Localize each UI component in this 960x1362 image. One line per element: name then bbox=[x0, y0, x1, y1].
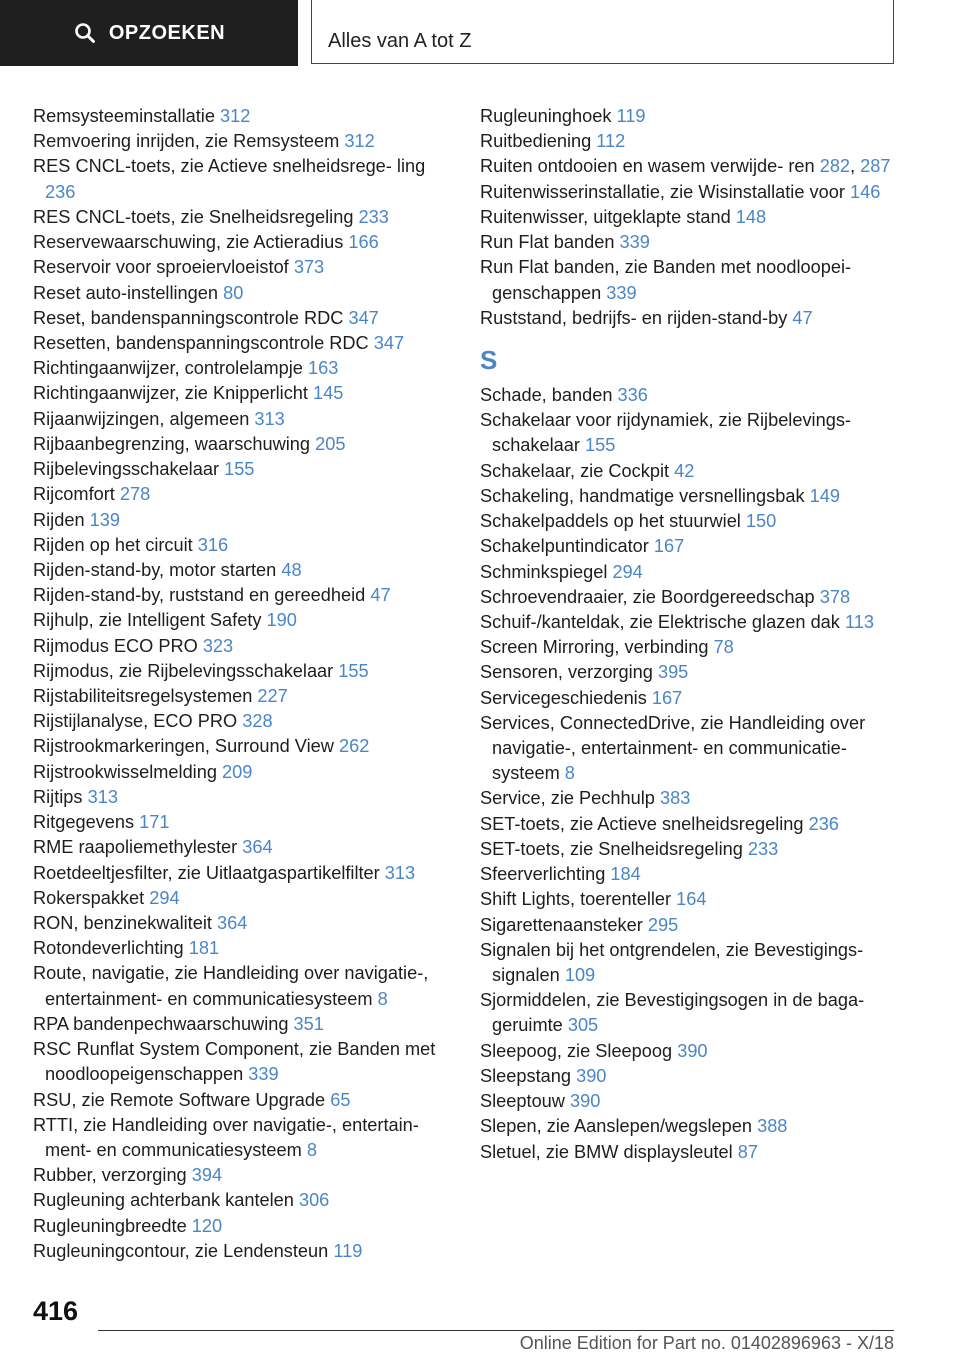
index-entry bbox=[33, 1113, 458, 1163]
index-entry-text: Schakelpaddels op het stuurwiel bbox=[480, 511, 741, 532]
index-entry bbox=[33, 734, 458, 759]
index-entry-text: Rijstrookmarkeringen, Surround View bbox=[33, 736, 334, 757]
index-entry bbox=[33, 154, 458, 204]
index-entry-text: Rijaanwijzingen, algemeen bbox=[33, 408, 250, 429]
page-reference-link[interactable]: 262 bbox=[338, 736, 370, 757]
page-reference-link[interactable]: 328 bbox=[242, 711, 273, 732]
page-number: 416 bbox=[33, 1296, 79, 1326]
index-entry bbox=[33, 684, 458, 709]
index-entry bbox=[480, 837, 900, 862]
page-reference-link[interactable]: 236 bbox=[45, 181, 76, 202]
index-entry-text: RTTI, zie Handleiding over navigatie-, entertain‐ ment- en communicatiesysteem bbox=[33, 1114, 419, 1160]
index-entry bbox=[33, 911, 458, 936]
page-reference-link[interactable]: 351 bbox=[293, 1013, 324, 1034]
index-entry-text: Rijden bbox=[33, 509, 85, 530]
index-entry-text: Ruitbediening bbox=[480, 131, 592, 152]
index-entry-text: Route, navigatie, zie Handleiding over navigatie-, entertainment- en communicatiesysteem bbox=[33, 963, 429, 1009]
index-entry-text: Rijmodus ECO PRO bbox=[33, 635, 198, 656]
index-entry-text: Ruitenwisserinstallatie, zie Wisinstallatie voor bbox=[480, 181, 845, 202]
page-reference-link[interactable]: 305 bbox=[567, 1015, 599, 1036]
index-entry bbox=[33, 205, 458, 230]
page-reference-link[interactable]: 388 bbox=[757, 1116, 788, 1137]
page-reference-link[interactable]: 282 bbox=[819, 156, 851, 177]
index-entry bbox=[33, 835, 458, 860]
page-reference-link[interactable]: 164 bbox=[676, 889, 707, 910]
page-reference-link[interactable]: 383 bbox=[659, 788, 691, 809]
index-entry-text: Rijstijlanalyse, ECO PRO bbox=[33, 711, 238, 732]
page-reference-link[interactable]: 364 bbox=[242, 837, 273, 858]
index-entry bbox=[480, 887, 900, 912]
index-entry bbox=[33, 1163, 458, 1188]
index-entry bbox=[33, 1012, 458, 1037]
index-entry bbox=[33, 331, 458, 356]
footer-edition-text: Online Edition for Part no. 01402896963 - X/18 bbox=[519, 1333, 894, 1353]
index-entry bbox=[480, 711, 900, 787]
index-entry-text: Reservewaarschuwing, zie Actieradius bbox=[33, 232, 344, 253]
page-reference-link[interactable]: 166 bbox=[348, 232, 379, 253]
page-reference-link[interactable]: 155 bbox=[338, 660, 369, 681]
index-entry-text: Rijden-stand-by, motor starten bbox=[33, 559, 277, 580]
index-entry bbox=[33, 1088, 458, 1113]
page-reference-link[interactable]: 287 bbox=[860, 156, 891, 177]
page-reference-link[interactable]: 171 bbox=[139, 812, 170, 833]
page-reference-link[interactable]: 87 bbox=[737, 1141, 759, 1162]
index-entry-text: Rokerspakket bbox=[33, 887, 145, 908]
index-entry bbox=[33, 281, 458, 306]
index-entry bbox=[480, 786, 900, 811]
page-reference-link[interactable]: 120 bbox=[191, 1215, 223, 1236]
page-reference-link[interactable]: 109 bbox=[564, 965, 596, 985]
page-reference-link[interactable]: 150 bbox=[745, 511, 777, 532]
index-entry-text: Rugleuningbreedte bbox=[33, 1215, 187, 1236]
page-reference-link[interactable]: 167 bbox=[653, 536, 685, 557]
page-reference-link[interactable]: 112 bbox=[596, 131, 626, 152]
index-entry-text: Sigarettenaansteker bbox=[480, 914, 643, 935]
index-entry-text: SET-toets, zie Actieve snelheidsregeling bbox=[480, 813, 804, 834]
top-navigation-bar bbox=[0, 0, 960, 66]
page-reference-link[interactable]: 155 bbox=[585, 435, 616, 456]
index-entry bbox=[480, 104, 900, 129]
index-entry bbox=[33, 381, 458, 406]
index-entry-text: Ritgegevens bbox=[33, 812, 135, 833]
index-entry-text: Remvoering inrijden, zie Remsysteem bbox=[33, 131, 340, 152]
index-entry bbox=[33, 583, 458, 608]
index-entry-text: RSC Runflat System Component, zie Banden met noodloopeigenschappen bbox=[33, 1039, 436, 1085]
page-reference-link[interactable]: 312 bbox=[220, 106, 251, 126]
index-entry bbox=[33, 407, 458, 432]
index-tab-label: Alles van A tot Z bbox=[328, 30, 472, 52]
index-entry-text: Run Flat banden, zie Banden met noodloopei‐ genschappen bbox=[480, 257, 852, 303]
page-reference-link[interactable]: 236 bbox=[808, 813, 839, 834]
page-reference-link[interactable]: 8 bbox=[564, 763, 575, 784]
index-entry bbox=[33, 709, 458, 734]
page-reference-link[interactable]: 139 bbox=[89, 509, 120, 530]
index-entry bbox=[33, 659, 458, 684]
page-reference-link[interactable]: 205 bbox=[315, 433, 346, 454]
page-reference-link[interactable]: 339 bbox=[606, 282, 637, 303]
index-entry bbox=[480, 205, 900, 230]
page-reference-link[interactable]: 113 bbox=[844, 611, 874, 632]
index-entry-text: Remsysteeminstallatie bbox=[33, 106, 215, 126]
index-entry bbox=[33, 508, 458, 533]
page-reference-link[interactable]: 155 bbox=[224, 459, 255, 480]
index-entry-text: Shift Lights, toerenteller bbox=[480, 889, 672, 910]
index-entry bbox=[33, 457, 458, 482]
page-reference-link[interactable]: 163 bbox=[307, 358, 339, 379]
search-tab-button[interactable] bbox=[0, 0, 298, 66]
index-entry-text: Resetten, bandenspanningscontrole RDC bbox=[33, 332, 369, 353]
index-entry-text: Rubber, verzorging bbox=[33, 1165, 187, 1186]
index-entry-text: SET-toets, zie Snelheidsregeling bbox=[480, 838, 743, 859]
page-reference-link[interactable]: 42 bbox=[674, 460, 695, 481]
index-entry-text: Sleepstang bbox=[480, 1065, 572, 1086]
page-reference-link[interactable]: 394 bbox=[191, 1165, 223, 1186]
index-entry-text: Rugleuning achterbank kantelen bbox=[33, 1190, 294, 1211]
page-reference-link[interactable]: 395 bbox=[657, 662, 689, 683]
page-reference-link[interactable]: 336 bbox=[617, 384, 648, 405]
index-entry bbox=[33, 1239, 458, 1264]
index-entry-text: Schade, banden bbox=[480, 384, 613, 405]
page-reference-link[interactable]: 233 bbox=[358, 206, 389, 227]
index-entry-text: Schakelaar, zie Cockpit bbox=[480, 460, 670, 481]
index-entry-text: Sjormiddelen, zie Bevestigingsogen in de baga‐ geruimte bbox=[480, 990, 865, 1036]
page-reference-link[interactable]: 148 bbox=[735, 206, 767, 227]
page-reference-link[interactable]: 184 bbox=[610, 864, 641, 885]
index-entry bbox=[480, 585, 900, 610]
index-entry bbox=[33, 558, 458, 583]
page-reference-link[interactable]: 378 bbox=[819, 586, 851, 607]
index-entry bbox=[480, 610, 900, 635]
index-entry bbox=[33, 634, 458, 659]
page-reference-link[interactable]: 278 bbox=[119, 484, 151, 505]
index-tab-button[interactable] bbox=[311, 0, 894, 64]
index-entry-text: Rijstabiliteitsregelsystemen bbox=[33, 686, 253, 707]
page-reference-link[interactable]: 390 bbox=[570, 1091, 601, 1112]
index-entry-text: Sfeerverlichting bbox=[480, 864, 606, 885]
index-entry: Ruiten ontdooien en wasem verwijde‐ ren 282, 287 bbox=[480, 156, 891, 177]
index-entry-text: Servicegeschiedenis bbox=[480, 687, 647, 708]
index-entry-text: Schakeling, handmatige versnellingsbak bbox=[480, 485, 805, 506]
page-reference-link[interactable]: 181 bbox=[188, 938, 220, 959]
footer-divider bbox=[98, 1330, 894, 1331]
index-entry bbox=[480, 1140, 900, 1165]
page-reference-link[interactable]: 313 bbox=[87, 786, 118, 807]
index-entry-text: Sletuel, zie BMW displaysleutel bbox=[480, 1141, 733, 1162]
index-entry bbox=[480, 1114, 900, 1139]
page-reference-link[interactable]: 47 bbox=[370, 585, 391, 606]
index-entry-text: Rijhulp, zie Intelligent Safety bbox=[33, 610, 262, 631]
index-entry-text: Schuif-/kanteldak, zie Elektrische glazen dak bbox=[480, 611, 840, 632]
index-entry bbox=[480, 913, 900, 938]
index-entry-text: Rijden-stand-by, ruststand en gereedheid bbox=[33, 585, 366, 606]
index-entry-text: Rijtips bbox=[33, 786, 83, 807]
page-reference-link[interactable]: 312 bbox=[344, 131, 375, 152]
index-entry bbox=[480, 129, 900, 154]
index-entry-text: Schminkspiegel bbox=[480, 561, 608, 582]
index-entry bbox=[480, 180, 900, 205]
page-reference-link[interactable]: 119 bbox=[616, 106, 646, 126]
page-reference-link[interactable]: 313 bbox=[254, 408, 285, 429]
index-entry bbox=[33, 533, 458, 558]
index-entry bbox=[480, 1064, 900, 1089]
index-entry bbox=[480, 509, 900, 534]
index-entry bbox=[480, 686, 900, 711]
index-entry bbox=[33, 861, 458, 886]
index-entry bbox=[33, 1188, 458, 1213]
index-entry-text: Services, ConnectedDrive, zie Handleiding over navigatie-, entertainment- en communicatie‐ systeem bbox=[480, 712, 866, 784]
index-entry-text: Richtingaanwijzer, zie Knipperlicht bbox=[33, 383, 308, 404]
page-reference-link[interactable]: 8 bbox=[377, 988, 388, 1009]
page-reference-link[interactable]: 313 bbox=[384, 862, 416, 883]
index-entry bbox=[33, 129, 458, 154]
index-entry bbox=[480, 862, 900, 887]
index-entry-text: Schakelpuntindicator bbox=[480, 536, 649, 557]
page-reference-link[interactable]: 209 bbox=[222, 761, 253, 782]
section-letter-heading: S bbox=[480, 344, 498, 375]
page-reference-link[interactable]: 306 bbox=[298, 1190, 330, 1211]
index-entry bbox=[33, 432, 458, 457]
index-entry-text: Schakelaar voor rijdynamiek, zie Rijbelevings‐ schakelaar bbox=[480, 410, 851, 456]
index-entry bbox=[480, 408, 900, 458]
page-reference-link[interactable]: 47 bbox=[792, 307, 813, 328]
page-reference-link[interactable]: 347 bbox=[373, 332, 405, 353]
index-entry-text: Reset, bandenspanningscontrole RDC bbox=[33, 307, 344, 328]
page-reference-link[interactable]: 390 bbox=[576, 1065, 607, 1086]
page-reference-link[interactable]: 390 bbox=[677, 1040, 708, 1061]
page-reference-link[interactable]: 323 bbox=[202, 635, 234, 656]
page-reference-link[interactable]: 190 bbox=[266, 610, 297, 631]
page-reference-link[interactable]: 316 bbox=[197, 534, 229, 555]
index-entry-text: RES CNCL-toets, zie Actieve snelheidsrege‐ ling bbox=[33, 156, 426, 177]
index-entry bbox=[480, 383, 900, 408]
index-entry-text: Run Flat banden bbox=[480, 232, 615, 253]
index-entry bbox=[33, 608, 458, 633]
index-entry-text: RPA bandenpechwaarschuwing bbox=[33, 1013, 289, 1034]
index-entry-text: Slepen, zie Aanslepen/wegslepen bbox=[480, 1116, 753, 1137]
index-entry-text: Rijcomfort bbox=[33, 484, 115, 505]
page-reference-link[interactable]: 78 bbox=[713, 637, 734, 658]
index-entry bbox=[33, 886, 458, 911]
index-entry bbox=[480, 1089, 900, 1114]
index-entry bbox=[480, 1039, 900, 1064]
index-entry-text: Signalen bij het ontgrendelen, zie Bevestigings‐ signalen bbox=[480, 939, 864, 985]
index-entry bbox=[33, 1037, 458, 1087]
index-entry bbox=[33, 1214, 458, 1239]
index-entry-text: Sleeptouw bbox=[480, 1091, 565, 1112]
index-entry bbox=[33, 936, 458, 961]
index-entry-text: Schroevendraaier, zie Boordgereedschap bbox=[480, 586, 815, 607]
index-entry bbox=[480, 812, 900, 837]
index-entry-text: Ruitenwisser, uitgeklapte stand bbox=[480, 206, 731, 227]
index-entry bbox=[33, 785, 458, 810]
index-entry-text: Rijmodus, zie Rijbelevingsschakelaar bbox=[33, 660, 334, 681]
index-entry-text: Rugleuninghoek bbox=[480, 106, 612, 126]
page-reference-link[interactable]: 167 bbox=[651, 687, 683, 708]
page-reference-link[interactable]: 65 bbox=[330, 1089, 351, 1110]
index-entry-text: Service, zie Pechhulp bbox=[480, 788, 655, 809]
index-entry bbox=[480, 560, 900, 585]
page-reference-link[interactable]: 364 bbox=[216, 913, 248, 933]
index-entry bbox=[480, 484, 900, 509]
index-entry-text: RON, benzinekwaliteit bbox=[33, 913, 212, 933]
index-entry bbox=[480, 255, 900, 305]
index-entry bbox=[480, 230, 900, 255]
page-reference-link[interactable]: 48 bbox=[281, 559, 302, 580]
index-entry bbox=[480, 938, 900, 988]
index-entry-text: Rijstrookwisselmelding bbox=[33, 761, 217, 782]
page-reference-link[interactable]: 339 bbox=[619, 232, 650, 253]
index-entry bbox=[33, 104, 458, 129]
page-reference-link[interactable]: 294 bbox=[149, 887, 180, 908]
index-entry bbox=[33, 961, 458, 1011]
index-entry bbox=[33, 306, 458, 331]
index-entry bbox=[480, 534, 900, 559]
index-entry-text: Ruststand, bedrijfs- en rijden-stand-by bbox=[480, 307, 788, 328]
page-reference-link[interactable]: 339 bbox=[248, 1064, 279, 1085]
index-entry-text: RME raapoliemethylester bbox=[33, 837, 238, 858]
index-entry-text: Sensoren, verzorging bbox=[480, 662, 653, 683]
page-reference-link[interactable]: 145 bbox=[313, 383, 344, 404]
index-entry bbox=[33, 760, 458, 785]
index-entry-text: Sleepoog, zie Sleepoog bbox=[480, 1040, 673, 1061]
index-entry-text: Roetdeeltjesfilter, zie Uitlaatgaspartikelfilter bbox=[33, 862, 380, 883]
page-reference-link[interactable]: 227 bbox=[257, 686, 288, 707]
page-reference-link[interactable]: 294 bbox=[612, 561, 643, 582]
index-entry-text: Rijbelevingsschakelaar bbox=[33, 459, 220, 480]
page-reference-link[interactable]: 295 bbox=[647, 914, 679, 935]
page-reference-link[interactable]: 233 bbox=[747, 838, 779, 859]
index-entry-text: Reset auto-instellingen bbox=[33, 282, 219, 303]
index-entry bbox=[33, 255, 458, 280]
index-entry bbox=[480, 459, 900, 484]
index-entry-text: RSU, zie Remote Software Upgrade bbox=[33, 1089, 326, 1110]
index-entry bbox=[33, 230, 458, 255]
page-reference-link[interactable]: 8 bbox=[306, 1139, 317, 1160]
page-reference-link[interactable]: 149 bbox=[809, 485, 840, 506]
index-entry-text: Reservoir voor sproeiervloeistof bbox=[33, 257, 289, 278]
index-entry bbox=[480, 635, 900, 660]
index-column-right bbox=[480, 104, 900, 1165]
index-entry-text: RES CNCL-toets, zie Snelheidsregeling bbox=[33, 206, 354, 227]
index-entry bbox=[480, 988, 900, 1038]
index-entry-text: Rijden op het circuit bbox=[33, 534, 193, 555]
index-entry-text: Rotondeverlichting bbox=[33, 938, 184, 959]
index-entry bbox=[480, 660, 900, 685]
search-tab-label: OPZOEKEN bbox=[108, 21, 226, 44]
index-entry-text: Rugleuningcontour, zie Lendensteun bbox=[33, 1240, 329, 1261]
index-entry-text: Screen Mirroring, verbinding bbox=[480, 637, 709, 658]
index-entry bbox=[33, 482, 458, 507]
index-entry-text: Rijbaanbegrenzing, waarschuwing bbox=[33, 433, 311, 454]
index-entry bbox=[33, 810, 458, 835]
page-reference-link[interactable]: 80 bbox=[223, 282, 244, 303]
page-reference-link[interactable]: 347 bbox=[348, 307, 379, 328]
page-reference-link[interactable]: 146 bbox=[849, 181, 881, 202]
index-entry bbox=[33, 356, 458, 381]
index-entry-text: Ruiten ontdooien en wasem verwijde‐ ren bbox=[480, 156, 815, 177]
index-entry-text: Richtingaanwijzer, controlelampje bbox=[33, 358, 303, 379]
index-column-left bbox=[33, 104, 458, 1264]
page-reference-link[interactable]: 373 bbox=[293, 257, 325, 278]
page-reference-link[interactable]: 119 bbox=[333, 1240, 363, 1261]
magnifier-icon bbox=[73, 21, 97, 45]
